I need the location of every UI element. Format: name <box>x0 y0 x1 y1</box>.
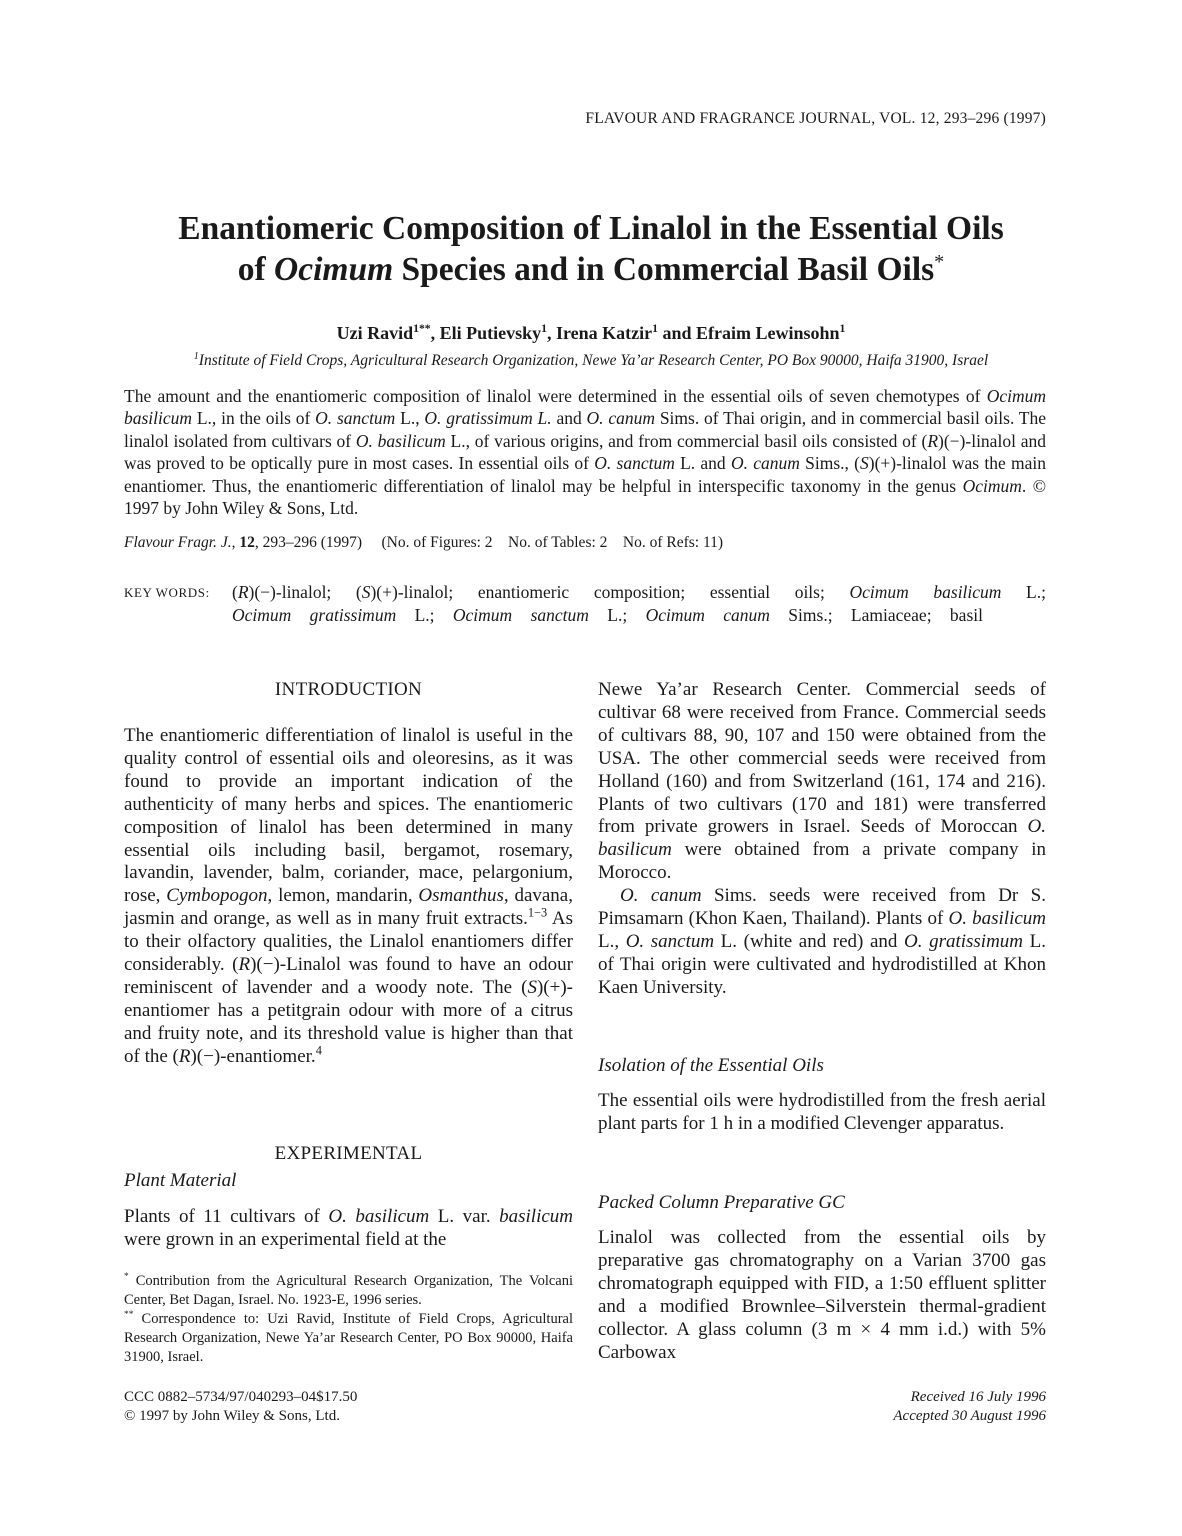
plant-material-continued: Newe Ya’ar Research Center. Commercial seeds of cultivar 68 were received from France. Commercial seeds of cultivars 88, 90, 107 and 150 were obtained from the USA. The other commercial seeds were received from Holland (160) and from Switzerland (161, 174 and 216). Plants of two cultivars (170 and 181) were transferred from private growers in Israel. Seeds of Moroccan O. basilicum were obtained from a private company in Morocco. O. canum Sims. seeds were received from Dr S. Pimsamarn (Khon Kaen, Thailand). Plants of O. basilicum L., O. sanctum L. (white and red) and O. gratissimum L. of Thai origin were cultivated and hydrodistilled at Khon Kaen University. <box>598 679 1046 998</box>
citation-line: Flavour Fragr. J., 12, 293–296 (1997) (No. of Figures: 2 No. of Tables: 2 No. of Refs: 11) <box>124 534 724 551</box>
paper-title <box>0 208 1182 290</box>
received-date: Received 16 July 1996 <box>910 1389 1046 1405</box>
keywords-list: (R)(−)-linalol; (S)(+)-linalol; enantiomeric composition; essential oils; Ocimum basilicum L.; Ocimum gratissimum L.; Ocimum sanctum L.; Ocimum canum Sims.; Lamiaceae; basil <box>232 582 1046 625</box>
title-line-1: Enantiomeric Composition of Linalol in the Essential Oils <box>178 210 1004 247</box>
footnote-2: ** Correspondence to: Uzi Ravid, Institute of Field Crops, Agricultural Research Organization, Newe Ya’ar Research Center, PO Box 90000, Haifa 31900, Israel. <box>124 1310 573 1365</box>
abstract: The amount and the enantiomeric composition of linalol were determined in the essential oils of seven chemotypes of Ocimum basilicum L., in the oils of O. sanctum L., O. gratissimum L. and O. canum Sims. of Thai origin, and in commercial basil oils. The linalol isolated from cultivars of O. basilicum L., of various origins, and from commercial basil oils consisted of (R)(−)-linalol and was proved to be optically pure in most cases. In essential oils of O. sanctum L. and O. canum Sims., (S)(+)-linalol was the main enantiomer. Thus, the enantiomeric differentiation of linalol may be helpful in interspecific taxonomy in the genus Ocimum. © 1997 by John Wiley & Sons, Ltd. <box>124 386 1047 519</box>
affiliation: $^1$Institute of Field Crops, Agricultural Research Organization, Newe Ya’ar Research Center, PO Box 90000, Haifa 31900, Israel <box>193 350 989 369</box>
isolation-body: The essential oils were hydrodistilled from the fresh aerial plant parts for 1 h in a modified Clevenger apparatus. <box>598 1090 1046 1134</box>
plant-material-body: Plants of 11 cultivars of O. basilicum L. var. basilicum were grown in an experimental field at the <box>124 1206 574 1250</box>
introduction-heading: INTRODUCTION <box>274 679 423 700</box>
received-dates <box>893 1388 1046 1425</box>
title-line-2: of Ocimum Species and in Commercial Basil Oils* <box>237 250 945 288</box>
isolation-subheading: Isolation of the Essential Oils <box>598 1055 824 1076</box>
title-footnote-mark: * <box>934 250 945 273</box>
copyright-line: © 1997 by John Wiley & Sons, Ltd. <box>124 1407 340 1424</box>
author-list: Uzi Ravid$^{1**}$, Eli Putievsky$^1$, Irena Katzir$^1$ and Efraim Lewinsohn$^1$ <box>336 322 846 343</box>
footnotes <box>124 1272 573 1367</box>
introduction-body: The enantiomeric differentiation of linalol is useful in the quality control of essential oils and oleoresins, as it was found to provide an important indication of the authenticity of many herbs and spices. The enantiomeric composition of linalol has been determined in many essential oils including basil, bergamot, rosemary, lavandin, lavender, balm, coriander, mace, pelargonium, rose, Cymbopogon, lemon, mandarin, Osmanthus, davana, jasmin and orange, as well as in many fruit extracts.$^{1-3}$ As to their olfactory qualities, the Linalol enantiomers differ considerably. (R)(−)-Linalol was found to have an odour reminiscent of lavender and a woody note. The (S)(+)-enantiomer has a petitgrain odour with more of a citrus and fruity note, and its threshold value is higher than that of the (R)(−)-enantiomer.$^4$ <box>124 725 574 1067</box>
preparative-gc-subheading: Packed Column Preparative GC <box>598 1192 845 1213</box>
journal-header: FLAVOUR AND FRAGRANCE JOURNAL, VOL. 12, 293–296 (1997) <box>585 110 1046 127</box>
plant-material-subheading: Plant Material <box>124 1170 237 1191</box>
keywords-label: KEY WORDS: <box>124 585 210 600</box>
ccc-code: CCC 0882–5734/97/040293–04$17.50 <box>124 1389 358 1405</box>
footnote-1: * Contribution from the Agricultural Research Organization, The Volcani Center, Bet Dagan, Israel. No. 1923-E, 1996 series. <box>124 1272 573 1308</box>
ccc-copyright <box>124 1388 357 1425</box>
preparative-gc-body: Linalol was collected from the essential oils by preparative gas chromatography on a Varian 3700 gas chromatograph equipped with FID, a 1:50 effluent splitter and a modified Brownlee–Silverstein thermal-gradient collector. A glass column (3 m × 4 mm i.d.) with 5% Carbowax <box>598 1227 1046 1363</box>
experimental-heading: EXPERIMENTAL <box>274 1143 423 1164</box>
accepted-date: Accepted 30 August 1996 <box>893 1407 1046 1424</box>
